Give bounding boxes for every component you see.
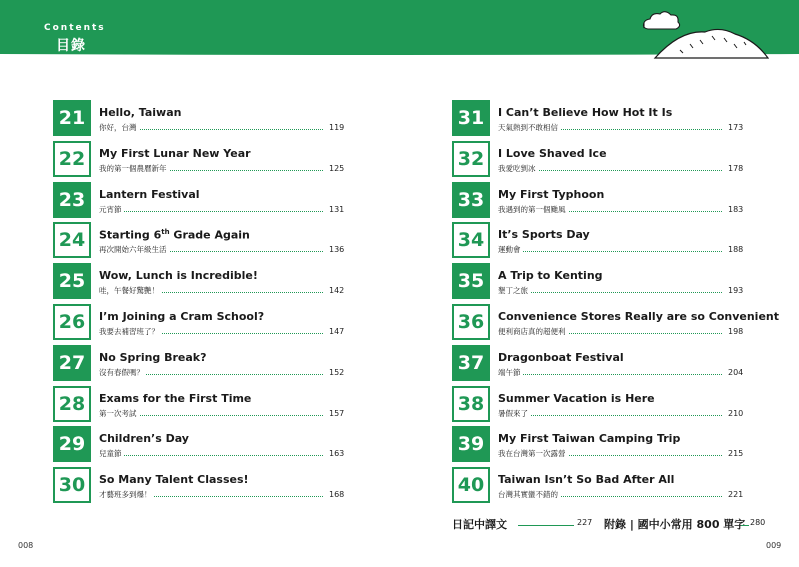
chapter-subtitle — [99, 244, 169, 255]
chapter-page-number: 210 — [728, 408, 744, 418]
chapter-number-badge: 33 — [452, 182, 490, 218]
chapter-title-rest: Grade Again — [169, 229, 250, 243]
chapter-page-number: 193 — [728, 286, 744, 296]
chapter-page-number: 183 — [728, 204, 744, 214]
leader-dots — [498, 292, 722, 293]
chapter-subtitle — [498, 122, 560, 133]
toc-entry[interactable] — [452, 100, 752, 136]
chapter-title: So Many Talent Classes! — [99, 473, 249, 487]
appendix-leader-line — [741, 525, 749, 526]
chapter-title: A Trip to Kenting — [498, 269, 603, 283]
chapter-subtitle-text: 兒童節 — [99, 449, 122, 459]
chapter-subtitle-text: 墾丁之旅 — [498, 286, 528, 296]
toc-entry[interactable] — [452, 386, 752, 422]
toc-entry[interactable] — [53, 182, 353, 218]
chapter-subtitle-text: 沒有春假嗎？ — [99, 367, 144, 377]
toc-entry[interactable] — [452, 467, 752, 503]
chapter-title: Children’s Day — [99, 432, 189, 446]
chapter-subtitle — [99, 204, 124, 215]
chapter-subtitle — [99, 163, 169, 174]
header-decoration — [0, 0, 799, 90]
header-label-zh: 目錄 — [56, 38, 86, 54]
chapter-number-badge: 34 — [452, 222, 490, 258]
chapter-subtitle — [498, 448, 568, 459]
chapter-title: My First Taiwan Camping Trip — [498, 432, 681, 446]
chapter-page-number: 178 — [728, 163, 744, 173]
chapter-subtitle-text: 我愛吃剉冰 — [498, 163, 536, 173]
chapter-subtitle — [498, 367, 523, 378]
chapter-subtitle — [498, 326, 568, 337]
chapter-page-number: 125 — [329, 163, 345, 173]
chapter-title: No Spring Break? — [99, 350, 207, 364]
chapter-title: Summer Vacation is Here — [498, 391, 655, 405]
chapter-page-number: 131 — [329, 204, 345, 214]
chapter-number-badge: 36 — [452, 304, 490, 340]
chapter-subtitle — [498, 408, 530, 419]
chapter-page-number: 215 — [728, 449, 744, 459]
toc-entry[interactable] — [53, 345, 353, 381]
chapter-title: I Love Shaved Ice — [498, 146, 607, 160]
chapter-subtitle — [99, 285, 161, 296]
toc-entry[interactable] — [452, 141, 752, 177]
chapter-subtitle — [498, 204, 568, 215]
chapter-page-number: 221 — [728, 490, 744, 500]
chapter-title: Taiwan Isn’t So Bad After All — [498, 473, 675, 487]
page-number-right: 009 — [766, 541, 782, 550]
toc-left-column — [53, 100, 353, 508]
chapter-title-superscript: th — [161, 228, 170, 237]
chapter-subtitle-text: 再次開始六年級生活 — [99, 245, 167, 255]
toc-entry[interactable] — [53, 100, 353, 136]
chapter-number-badge: 24 — [53, 222, 91, 258]
chapter-title: Exams for the First Time — [99, 391, 252, 405]
chapter-subtitle-text: 第一次考試 — [99, 408, 137, 418]
chapter-subtitle — [498, 285, 530, 296]
toc-entry[interactable] — [452, 182, 752, 218]
chapter-number-badge: 30 — [53, 467, 91, 503]
chapter-number-badge: 37 — [452, 345, 490, 381]
header-band — [0, 0, 799, 54]
chapter-page-number: 163 — [329, 449, 345, 459]
chapter-number-badge: 31 — [452, 100, 490, 136]
chapter-subtitle-text: 我要去補習班了？ — [99, 326, 159, 336]
chapter-number-badge: 23 — [53, 182, 91, 218]
chapter-subtitle — [498, 244, 523, 255]
chapter-page-number: 173 — [728, 123, 744, 132]
chapter-title: Wow, Lunch is Incredible! — [99, 269, 258, 283]
leader-dots — [498, 415, 722, 416]
diary-translation-label[interactable]: 日記中譯文 — [452, 518, 507, 531]
toc-entry[interactable] — [53, 386, 353, 422]
chapter-page-number: 147 — [329, 326, 345, 336]
chapter-subtitle-text: 台灣其實蠻不錯的 — [498, 490, 558, 500]
toc-entry[interactable] — [53, 426, 353, 462]
toc-entry[interactable] — [452, 263, 752, 299]
chapter-subtitle-text: 運動會 — [498, 245, 521, 255]
chapter-subtitle-text: 你好，台灣 — [99, 123, 137, 132]
chapter-number-badge: 40 — [452, 467, 490, 503]
chapter-subtitle — [498, 163, 538, 174]
chapter-subtitle-text: 暑假來了 — [498, 408, 528, 418]
page-number-left: 008 — [18, 541, 34, 550]
chapter-subtitle — [99, 367, 146, 378]
toc-entry[interactable] — [53, 222, 353, 258]
chapter-page-number: 168 — [329, 490, 345, 500]
chapter-number-badge: 26 — [53, 304, 91, 340]
chapter-title-text: Starting 6 — [99, 229, 162, 243]
chapter-number-badge: 22 — [53, 141, 91, 177]
chapter-number-badge: 25 — [53, 263, 91, 299]
toc-entry[interactable] — [53, 467, 353, 503]
chapter-subtitle — [99, 122, 139, 133]
chapter-subtitle-text: 端午節 — [498, 367, 521, 377]
chapter-subtitle-text: 天氣熱到不敢相信 — [498, 123, 558, 132]
appendix-page: 280 — [750, 518, 766, 527]
toc-entry[interactable] — [53, 141, 353, 177]
appendix-label[interactable]: 附錄 | 國中小常用 800 單字 — [604, 518, 746, 531]
chapter-title: My First Typhoon — [498, 187, 605, 201]
chapter-page-number: 204 — [728, 367, 744, 377]
diary-leader-line — [518, 525, 574, 526]
chapter-number-badge: 21 — [53, 100, 91, 136]
leader-dots — [99, 455, 323, 456]
chapter-title: It’s Sports Day — [498, 228, 590, 242]
toc-entry[interactable] — [452, 426, 752, 462]
chapter-subtitle-text: 才藝班多到爆！ — [99, 490, 152, 500]
chapter-number-badge: 38 — [452, 386, 490, 422]
chapter-title: Hello, Taiwan — [99, 106, 182, 119]
chapter-number-badge: 27 — [53, 345, 91, 381]
chapter-page-number: 119 — [329, 123, 345, 132]
chapter-number-badge: 29 — [53, 426, 91, 462]
chapter-page-number: 152 — [329, 367, 345, 377]
chapter-subtitle-text: 哇，午餐好驚艷！ — [99, 286, 159, 296]
chapter-title — [99, 228, 250, 242]
chapter-number-badge: 28 — [53, 386, 91, 422]
toc-entry[interactable] — [452, 345, 752, 381]
chapter-subtitle — [99, 326, 161, 337]
chapter-subtitle — [99, 489, 154, 500]
toc-right-column — [452, 100, 780, 508]
chapter-title: I’m Joining a Cram School? — [99, 309, 265, 323]
toc-entry[interactable] — [452, 222, 752, 258]
leader-dots — [99, 211, 323, 212]
toc-entry[interactable] — [53, 304, 353, 340]
chapter-title: My First Lunar New Year — [99, 146, 251, 160]
chapter-title: Convenience Stores Really are so Convenient — [498, 309, 780, 323]
chapter-page-number: 157 — [329, 408, 345, 418]
chapter-page-number: 136 — [329, 245, 345, 255]
leader-dots — [498, 374, 722, 375]
chapter-page-number: 198 — [728, 326, 744, 336]
chapter-subtitle-text: 我遇到的第一個颱風 — [498, 204, 566, 214]
chapter-title: Lantern Festival — [99, 187, 200, 201]
toc-entry[interactable] — [452, 304, 780, 340]
chapter-subtitle — [99, 408, 139, 419]
chapter-subtitle — [99, 448, 124, 459]
toc-entry[interactable] — [53, 263, 353, 299]
leader-dots — [498, 251, 722, 252]
diary-translation-page: 227 — [577, 518, 593, 527]
chapter-page-number: 142 — [329, 286, 345, 296]
chapter-number-badge: 39 — [452, 426, 490, 462]
chapter-subtitle-text: 我在台灣第一次露營 — [498, 449, 566, 459]
chapter-subtitle-text: 便利商店真的超便利 — [498, 326, 566, 336]
chapter-title: Dragonboat Festival — [498, 350, 624, 364]
chapter-subtitle — [498, 489, 560, 500]
chapter-subtitle-text: 我的第一個農曆新年 — [99, 163, 167, 173]
chapter-page-number: 188 — [728, 245, 744, 255]
chapter-subtitle-text: 元宵節 — [99, 204, 122, 214]
header-label-en: Contents — [44, 23, 106, 33]
chapter-number-badge: 35 — [452, 263, 490, 299]
chapter-number-badge: 32 — [452, 141, 490, 177]
chapter-title: I Can’t Believe How Hot It Is — [498, 106, 673, 119]
